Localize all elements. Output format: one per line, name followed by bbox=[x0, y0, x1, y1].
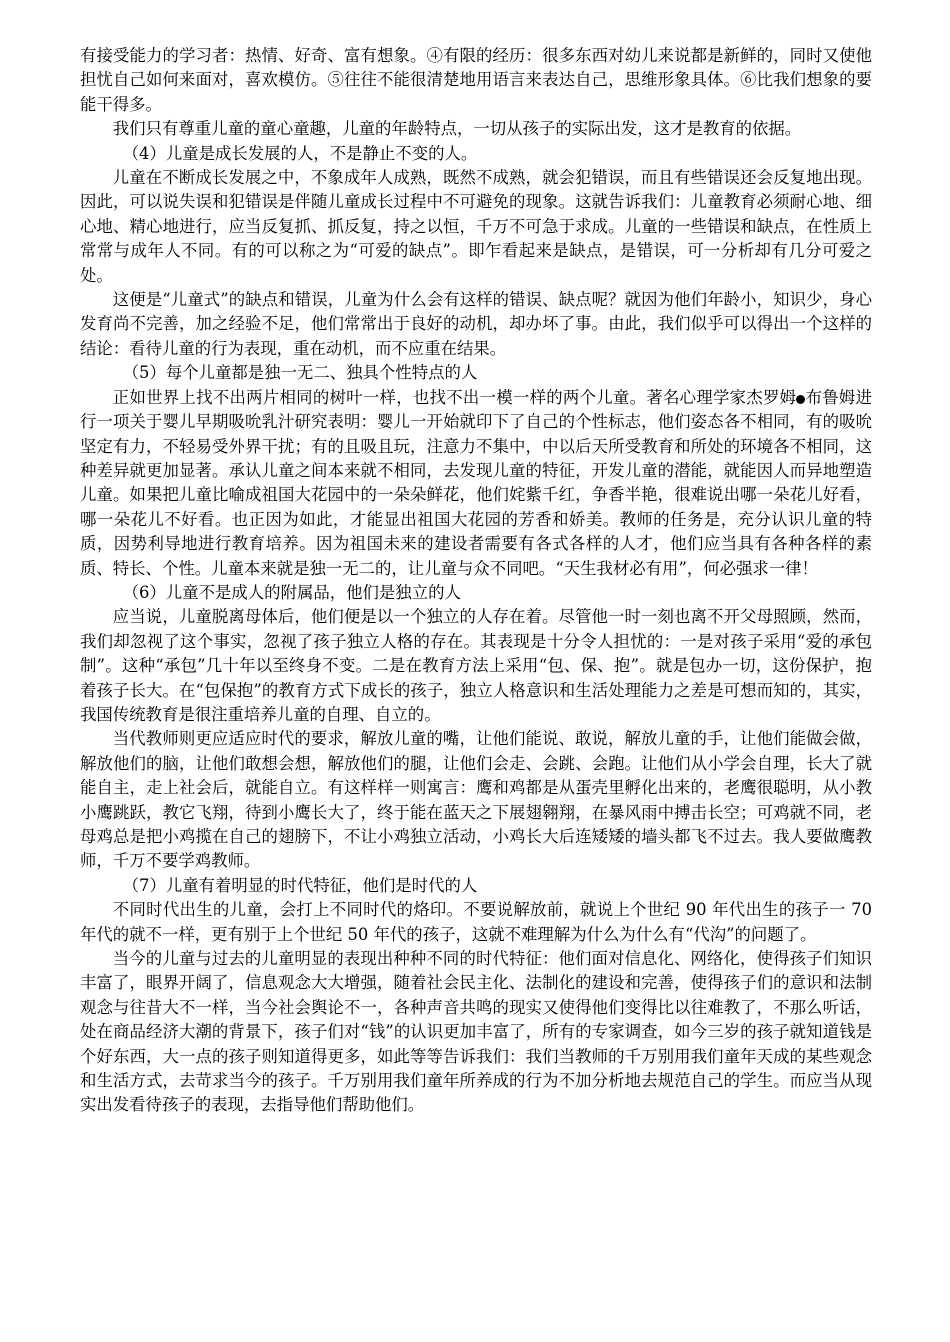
section-heading-6: （6）儿童不是成人的附属品，他们是独立的人 bbox=[122, 582, 461, 602]
section-heading-4: （4）儿童是成长发展的人，不是静止不变的人。 bbox=[122, 143, 478, 163]
section-heading-5: （5）每个儿童都是独一无二、独具个性特点的人 bbox=[122, 363, 478, 383]
bullet-dot-icon bbox=[796, 395, 805, 404]
paragraph-unique-children-part1: 正如世界上找不出两片相同的树叶一样，也找不出一模一样的两个儿童。著名心理学家杰罗姆 bbox=[112, 387, 797, 407]
paragraph-eagle-teacher: 当代教师则更应适应时代的要求，解放儿童的嘴，让他们能说、敢说，解放儿童的手，让他们能做会做，解放他们的脑，让他们敢想会想，解放他们的腿，让他们会走、会跳、会跑。让他们从小学会自理，长大了就能自主，走上社会后，就能自立。有这样样一则寓言：鹰和鸡都是从蛋壳里孵化出来的，老鹰很聪明，从小教小鹰跳跃，教它飞翔，待到小鹰长大了，终于能在蓝天之下展翅翱翔，在暴风雨中搏击长空；可鸡就不同，老母鸡总是把小鸡揽在自己的翅膀下，不让小鸡独立活动，小鸡长大后连矮矮的墙头都飞不过去。我人要做鹰教师，千万不要学鸡教师。 bbox=[80, 729, 872, 871]
paragraph-unique-children-part2: 布鲁姆进行一项关于婴儿早期吸吮乳汁研究表明：婴儿一开始就印下了自己的个性标志，他们姿态各不相同，有的吸吮坚定有力，不轻易受外界干扰；有的且吸且玩，注意力不集中，中以后天所受教育和所处的环境各不相同，这种差异就更加显著。承认儿童之间本来就不相同，去发现儿童的特征，开发儿童的潜能，就能因人而异地塑造儿童。如果把儿童比喻成祖国大花园中的一朵朵鲜花，他们姹紫千红，争香半艳，很难说出哪一朵花儿好看，哪一朵花儿不好看。也正因为如此，才能显出祖国大花园的芳香和娇美。教师的任务是，充分认识儿童的特质，因势利导地进行教育培养。因为祖国未来的建设者需要有各式各样的人才，他们应当具有各种各样的素质、特长、个性。儿童本来就是独一无二的，让儿童与众不同吧。“天生我材必有用”，何必强求一律！ bbox=[80, 387, 872, 578]
document-page bbox=[80, 44, 872, 1118]
paragraph-respect-children: 我们只有尊重儿童的童心童趣，儿童的年龄特点，一切从孩子的实际出发，这才是教育的依据。 bbox=[112, 119, 802, 139]
paragraph-independent-person: 应当说，儿童脱离母体后，他们便是以一个独立的人存在着。尽管他一时一刻也离不开父母照顾，然而，我们却忽视了这个事实，忽视了孩子独立人格的存在。其表现是十分令人担忧的：一是对孩子采用“爱的承包制”。这种“承包”几十年以至终身不变。二是在教育方法上采用“包、保、抱”。就是包办一切，这份保护，抱着孩子长大。在“包保抱”的教育方式下成长的孩子，独立人格意识和生活处理能力之差是可想而知的，其实，我国传统教育是很注重培养儿童的自理、自立的。 bbox=[80, 607, 872, 724]
paragraph-continuation: 有接受能力的学习者：热情、好奇、富有想象。④有限的经历：很多东西对幼儿来说都是新鲜的，同时又使他担忧自己如何来面对，喜欢模仿。⑤往往不能很清楚地用语言来表达自己，思维形象具体。⑥比我们想象的要能干得多。 bbox=[80, 46, 872, 114]
paragraph-childlike-mistakes: 这便是“儿童式”的缺点和错误，儿童为什么会有这样的错误、缺点呢？就因为他们年龄小，知识少，身心发育尚不完善，加之经验不足，他们常常出于良好的动机，却办坏了事。由此，我们似乎可以得出一个这样的结论：看待儿童的行为表现，重在动机，而不应重在结果。 bbox=[80, 290, 872, 358]
paragraph-era-imprint: 不同时代出生的儿童，会打上不同时代的烙印。不要说解放前，就说上个世纪 90 年代出生的孩子一 70 年代的就不一样，更有别于上个世纪 50 年代的孩子，这就不难理解为什么为什么有“代沟”的问题了。 bbox=[80, 900, 872, 944]
paragraph-unique-children bbox=[80, 386, 872, 581]
section-heading-7: （7）儿童有着明显的时代特征，他们是时代的人 bbox=[122, 875, 478, 895]
paragraph-growing-children: 儿童在不断成长发展之中，不象成年人成熟，既然不成熟，就会犯错误，而且有些错误还会反复地出现。因此，可以说失误和犯错误是伴随儿童成长过程中不可避免的现象。这就告诉我们：儿童教育必须耐心地、细心地、精心地进行，应当反复抓、抓反复，持之以恒，千万不可急于求成。儿童的一些错误和缺点，在性质上常常与成年人不同。有的可以称之为“可爱的缺点”。即乍看起来是缺点，是错误，可一分析却有几分可爱之处。 bbox=[80, 168, 872, 285]
paragraph-modern-children: 当今的儿童与过去的儿童明显的表现出种种不同的时代特征：他们面对信息化、网络化，使得孩子们知识丰富了，眼界开阔了，信息观念大大增强，随着社会民主化、法制化的建设和完善，使得孩子们的意识和法制观念与往昔大不一样，当今社会舆论不一，各种声音共鸣的现实又使得他们变得比以往难教了，不那么听话，处在商品经济大潮的背景下，孩子们对“钱”的认识更加丰富了，所有的专家调查，如今三岁的孩子就知道钱是个好东西，大一点的孩子则知道得更多，如此等等告诉我们：我们当教师的千万别用我们童年天成的某些观念和生活方式，去苛求当今的孩子。千万别用我们童年所养成的行为不加分析地去规范自己的学生。而应当从现实出发看待孩子的表现，去指导他们帮助他们。 bbox=[80, 949, 872, 1115]
